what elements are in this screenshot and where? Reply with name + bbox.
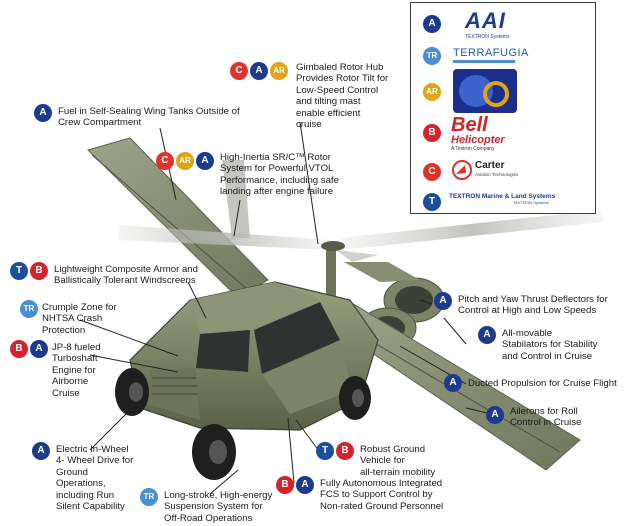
- callout-ducted-text: Ducted Propulsion for Cruise Flight: [468, 378, 617, 389]
- callout-armor-badge-t: T: [10, 262, 28, 280]
- legend-badge-tr: TR: [423, 47, 441, 65]
- carter-logo-subtitle: Aviation Technologies: [475, 172, 519, 177]
- callout-robust-badge-t: T: [316, 442, 334, 460]
- callout-gimbal-badge-c: C: [230, 62, 248, 80]
- terrafugia-logo-text: TERRAFUGIA: [453, 47, 529, 59]
- callout-fcs-badge-a: A: [296, 476, 314, 494]
- callout-fuel-text: Fuel in Self-Sealing Wing Tanks Outside of Crew Compartment: [58, 106, 240, 129]
- callout-jp8-badge-b: B: [10, 340, 28, 358]
- callout-pitch-text: Pitch and Yaw Thrust Deflectors for Control at High and Low Speeds: [458, 294, 608, 317]
- aai-logo: [465, 8, 509, 40]
- textron-logo: [449, 193, 555, 205]
- callout-crumple-badge-tr: TR: [20, 300, 38, 318]
- textron-logo-text: TEXTRON Marine & Land Systems: [449, 193, 556, 200]
- callout-armor-badge-b: B: [30, 262, 48, 280]
- carter-logo-text: Carter: [475, 160, 505, 171]
- manufacturer-legend: [410, 2, 596, 214]
- callout-stabilizers-text: All-movable Stabilators for Stability and Control in Cruise: [502, 328, 598, 362]
- rotor-hub: [321, 241, 345, 251]
- bell-logo-subtitle: A Textron Company: [451, 146, 495, 152]
- callout-crumple-text: Crumple Zone for NHTSA Crash Protection: [42, 302, 117, 336]
- carter-emblem-icon: [451, 159, 473, 181]
- callout-rotor-badge-a: A: [196, 152, 214, 170]
- callout-suspension-badge-tr: TR: [140, 488, 158, 506]
- callout-gimbal-badge-ar: AR: [270, 62, 288, 80]
- callout-jp8-badge-a: A: [30, 340, 48, 358]
- legend-badge-ar: AR: [423, 83, 441, 101]
- callout-stabilizers-badge-a: A: [478, 326, 496, 344]
- callout-rotor-text: High-Inertia SR/C™ Rotor System for Powerful VTOL Performance, including safe landing after engine failure: [220, 152, 339, 198]
- rotor-mast: [326, 244, 336, 298]
- callout-gimbal-text: Gimbaled Rotor Hub Provides Rotor Tilt for Low-Speed Control and tilting mast enable efficient cruise: [296, 62, 389, 131]
- legend-badge-a: A: [423, 15, 441, 33]
- legend-badge-t: T: [423, 193, 441, 211]
- callout-fuel-badge-a: A: [34, 104, 52, 122]
- callout-rotor-badge-c: C: [156, 152, 174, 170]
- bell-logo: [451, 115, 505, 152]
- aai-logo-subtitle: TEXTRON Systems: [465, 34, 510, 40]
- carter-logo: [451, 157, 531, 183]
- terrafugia-logo: [453, 47, 529, 63]
- callout-armor-text: Lightweight Composite Armor and Ballistically Tolerant Windscreens: [54, 264, 198, 287]
- callout-fcs-badge-b: B: [276, 476, 294, 494]
- ar-logo: [453, 69, 517, 113]
- textron-logo-subtitle: TEXTRON Systems: [513, 200, 549, 205]
- callout-pitch-badge-a: A: [434, 292, 452, 310]
- legend-badge-c: C: [423, 163, 441, 181]
- callout-electric-badge-a: A: [32, 442, 50, 460]
- callout-robust-badge-b: B: [336, 442, 354, 460]
- windscreen-left: [196, 330, 250, 372]
- legend-badge-b: B: [423, 124, 441, 142]
- callout-suspension-text: Long-stroke, High-energy Suspension System for Off-Road Operations: [164, 490, 273, 524]
- callout-fcs-text: Fully Autonomous Integrated FCS to Support Control by Non-rated Ground Personnel: [320, 478, 444, 512]
- callout-ailerons-badge-a: A: [486, 406, 504, 424]
- callout-ducted-badge-a: A: [444, 374, 462, 392]
- callout-ailerons-text: Ailerons for Roll Control in Cruise: [510, 406, 582, 429]
- callout-rotor-badge-ar: AR: [176, 152, 194, 170]
- bell-logo-text: Bell: [451, 114, 488, 136]
- aai-logo-text: AAI: [465, 8, 506, 33]
- callout-electric-text: Electric In-Wheel 4- Wheel Drive for Ground Operations, including Run Silent Capability: [56, 444, 134, 513]
- callout-robust-text: Robust Ground Vehicle for all-terrain mobility: [360, 444, 436, 478]
- callout-jp8-text: JP-8 fueled Turboshaft Engine for Airborne Cruise: [52, 342, 101, 399]
- bell-logo-helicopter: Helicopter: [451, 134, 505, 146]
- callout-gimbal-badge-a: A: [250, 62, 268, 80]
